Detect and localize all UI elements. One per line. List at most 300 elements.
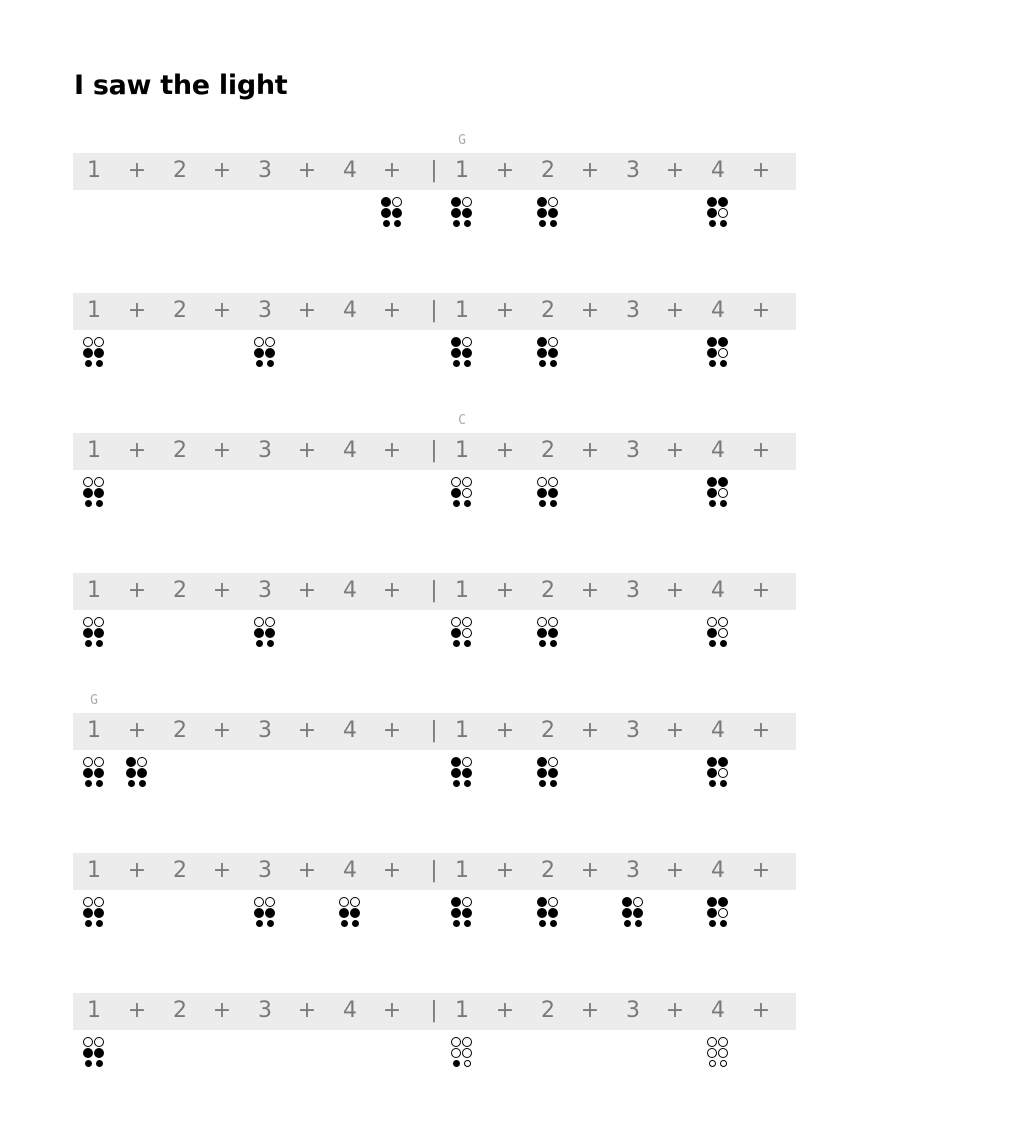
strum-dot	[537, 897, 547, 907]
strum-dot	[464, 500, 471, 507]
strum-dot	[537, 488, 547, 498]
beat-count: +	[751, 438, 771, 463]
beat-count: 2	[173, 718, 187, 743]
strum-dot	[707, 197, 717, 207]
beat-count: +	[751, 158, 771, 183]
strum-dot	[707, 897, 717, 907]
beat-count: 1	[455, 158, 469, 183]
chord-label: G	[90, 693, 98, 708]
beat-bar	[73, 573, 796, 610]
beat-count: +	[297, 298, 317, 323]
strum-dot	[720, 640, 727, 647]
strum-dot	[622, 908, 632, 918]
strum-pattern-icon	[451, 477, 473, 509]
strum-dot	[85, 1060, 92, 1067]
strum-dot	[137, 768, 147, 778]
strum-dot	[350, 897, 360, 907]
strum-dot	[453, 640, 460, 647]
strum-dot	[718, 477, 728, 487]
beat-count: 4	[711, 718, 725, 743]
strum-dot	[548, 617, 558, 627]
beat-count: +	[297, 158, 317, 183]
beat-count: +	[127, 858, 147, 883]
strum-pattern-icon	[83, 477, 105, 509]
strum-dot	[718, 488, 728, 498]
beat-count: 4	[343, 858, 357, 883]
strum-pattern-icon	[83, 617, 105, 649]
strum-dot	[85, 360, 92, 367]
beat-count: 4	[343, 438, 357, 463]
strum-dot	[126, 768, 136, 778]
strum-dot	[707, 1037, 717, 1047]
beat-count: 2	[541, 998, 555, 1023]
strum-dot	[83, 348, 93, 358]
beat-count: +	[580, 998, 600, 1023]
strum-dot	[96, 500, 103, 507]
strum-pattern-icon	[537, 617, 559, 649]
beat-count: +	[382, 998, 402, 1023]
strum-dot	[720, 360, 727, 367]
strum-dot	[462, 617, 472, 627]
beat-count: +	[127, 578, 147, 603]
strum-pattern-icon	[537, 897, 559, 929]
strum-dot	[718, 1048, 728, 1058]
strum-dot	[451, 628, 461, 638]
measure-separator: |	[430, 158, 438, 183]
strum-dot	[709, 500, 716, 507]
beat-count: 2	[541, 858, 555, 883]
strum-dot	[453, 220, 460, 227]
strum-dot	[718, 337, 728, 347]
strum-dot	[94, 908, 104, 918]
beat-count: +	[127, 718, 147, 743]
strum-dot	[83, 488, 93, 498]
strum-dot	[256, 920, 263, 927]
strum-pattern-icon	[83, 337, 105, 369]
strum-pattern-icon	[622, 897, 644, 929]
strum-dot	[451, 768, 461, 778]
strum-dot	[539, 780, 546, 787]
strum-row	[73, 553, 796, 673]
strum-dot	[83, 908, 93, 918]
strum-dot	[548, 768, 558, 778]
beat-count: +	[580, 298, 600, 323]
strum-dot	[707, 337, 717, 347]
beat-count: 3	[258, 858, 272, 883]
measure-separator: |	[430, 718, 438, 743]
strum-dot	[720, 1060, 727, 1067]
strum-dot	[548, 337, 558, 347]
strum-dot	[94, 617, 104, 627]
beat-count: +	[382, 158, 402, 183]
strum-dot	[453, 920, 460, 927]
strum-dot	[352, 920, 359, 927]
beat-count: 1	[455, 578, 469, 603]
strum-dot	[254, 908, 264, 918]
strum-dot	[550, 920, 557, 927]
strum-dot	[83, 1037, 93, 1047]
strum-dot	[139, 780, 146, 787]
strum-dot	[451, 617, 461, 627]
strum-dot	[254, 617, 264, 627]
strum-dot	[539, 500, 546, 507]
strum-dot	[709, 920, 716, 927]
beat-count: 3	[626, 578, 640, 603]
beat-count: 1	[455, 998, 469, 1023]
strum-dot	[451, 337, 461, 347]
beat-count: +	[297, 858, 317, 883]
strum-pattern-icon	[83, 757, 105, 789]
strum-dot	[537, 757, 547, 767]
strum-dot	[548, 628, 558, 638]
measure-separator: |	[430, 998, 438, 1023]
strum-dot	[96, 1060, 103, 1067]
strum-dot	[451, 908, 461, 918]
strum-pattern-icon	[339, 897, 361, 929]
strum-dot	[85, 920, 92, 927]
beat-count: 4	[343, 578, 357, 603]
strum-pattern-icon	[707, 477, 729, 509]
strum-dot	[707, 1048, 717, 1058]
strum-dot	[94, 348, 104, 358]
beat-count: +	[495, 438, 515, 463]
strum-pattern-icon	[707, 1037, 729, 1069]
beat-count: 2	[541, 578, 555, 603]
strum-dot	[709, 220, 716, 227]
strum-dot	[707, 908, 717, 918]
beat-count: +	[751, 858, 771, 883]
strum-dot	[539, 920, 546, 927]
strum-dot	[83, 768, 93, 778]
strum-pattern-icon	[126, 757, 148, 789]
strum-dot	[94, 757, 104, 767]
measure-separator: |	[430, 578, 438, 603]
beat-count: 1	[87, 998, 101, 1023]
strum-dot	[537, 197, 547, 207]
strum-dot	[718, 348, 728, 358]
strum-dot	[83, 337, 93, 347]
beat-count: 4	[711, 438, 725, 463]
strum-pattern-icon	[254, 617, 276, 649]
strum-dot	[94, 337, 104, 347]
strum-pattern-icon	[707, 197, 729, 229]
beat-count: +	[382, 858, 402, 883]
beat-count: +	[495, 578, 515, 603]
strum-dot	[83, 617, 93, 627]
strum-dot	[464, 780, 471, 787]
beat-count: +	[751, 578, 771, 603]
strum-dot	[720, 920, 727, 927]
strum-row	[73, 973, 796, 1093]
strum-dot	[94, 768, 104, 778]
beat-count: +	[382, 298, 402, 323]
beat-count: +	[212, 158, 232, 183]
beat-bar	[73, 853, 796, 890]
beat-count: +	[382, 718, 402, 743]
strum-dot	[254, 897, 264, 907]
beat-count: 2	[173, 998, 187, 1023]
strum-dot	[462, 897, 472, 907]
beat-bar	[73, 153, 796, 190]
beat-count: +	[665, 438, 685, 463]
strum-dot	[254, 628, 264, 638]
beat-count: +	[580, 438, 600, 463]
beat-count: 3	[626, 158, 640, 183]
strum-pattern-icon	[451, 757, 473, 789]
strum-dot	[537, 477, 547, 487]
strum-dot	[633, 897, 643, 907]
strum-pattern-icon	[537, 477, 559, 509]
strum-dot	[453, 1060, 460, 1067]
strum-pattern-icon	[451, 197, 473, 229]
beat-count: +	[127, 998, 147, 1023]
strum-dot	[451, 197, 461, 207]
beat-count: +	[495, 858, 515, 883]
beat-count: 4	[711, 298, 725, 323]
strum-dot	[94, 1037, 104, 1047]
beat-count: 1	[87, 438, 101, 463]
strum-dot	[548, 197, 558, 207]
beat-count: +	[127, 298, 147, 323]
strum-dot	[707, 757, 717, 767]
beat-count: 2	[173, 158, 187, 183]
measure-separator: |	[430, 438, 438, 463]
beat-count: 4	[711, 998, 725, 1023]
strum-dot	[464, 640, 471, 647]
beat-count: +	[751, 718, 771, 743]
strum-dot	[537, 617, 547, 627]
strum-pattern-icon	[707, 757, 729, 789]
strum-dot	[83, 1048, 93, 1058]
strum-dot	[392, 208, 402, 218]
strum-dot	[94, 477, 104, 487]
strum-dot	[709, 640, 716, 647]
strum-dot	[94, 1048, 104, 1058]
beat-count: +	[665, 578, 685, 603]
beat-count: 4	[343, 998, 357, 1023]
strum-dot	[537, 768, 547, 778]
beat-count: +	[495, 718, 515, 743]
beat-count: 2	[173, 578, 187, 603]
beat-count: 2	[541, 718, 555, 743]
strum-dot	[548, 208, 558, 218]
strum-dot	[622, 897, 632, 907]
strum-dot	[451, 488, 461, 498]
song-title: I saw the light	[74, 70, 288, 101]
strum-dot	[341, 920, 348, 927]
strum-dot	[254, 348, 264, 358]
strum-dot	[633, 908, 643, 918]
beat-count: 1	[87, 718, 101, 743]
strum-dot	[451, 348, 461, 358]
strum-dot	[451, 208, 461, 218]
strum-dot	[707, 768, 717, 778]
beat-count: +	[212, 718, 232, 743]
strum-dot	[550, 360, 557, 367]
strum-dot	[624, 920, 631, 927]
strum-dot	[550, 500, 557, 507]
strum-dot	[635, 920, 642, 927]
strum-pattern-icon	[451, 1037, 473, 1069]
beat-count: 3	[626, 298, 640, 323]
beat-bar	[73, 713, 796, 750]
strum-dot	[383, 220, 390, 227]
strum-dot	[464, 920, 471, 927]
strum-row	[73, 273, 796, 393]
beat-count: +	[580, 718, 600, 743]
strum-pattern-icon	[451, 897, 473, 929]
strum-dot	[94, 488, 104, 498]
chord-label: C	[458, 413, 466, 428]
strum-dot	[537, 908, 547, 918]
strum-dot	[462, 1037, 472, 1047]
strum-dot	[137, 757, 147, 767]
beat-count: +	[495, 298, 515, 323]
beat-bar	[73, 293, 796, 330]
strum-dot	[350, 908, 360, 918]
beat-count: 1	[455, 718, 469, 743]
strum-dot	[96, 920, 103, 927]
strum-pattern-icon	[707, 897, 729, 929]
beat-count: 1	[455, 298, 469, 323]
beat-count: 3	[258, 998, 272, 1023]
beat-count: 3	[626, 438, 640, 463]
beat-count: 2	[541, 438, 555, 463]
strum-dot	[718, 897, 728, 907]
beat-count: 3	[626, 858, 640, 883]
strum-dot	[707, 628, 717, 638]
beat-count: 4	[711, 158, 725, 183]
measure-separator: |	[430, 298, 438, 323]
beat-count: +	[665, 298, 685, 323]
beat-count: +	[382, 438, 402, 463]
strum-dot	[453, 500, 460, 507]
strum-dot	[462, 757, 472, 767]
beat-count: +	[495, 998, 515, 1023]
beat-count: 2	[173, 858, 187, 883]
strum-dot	[550, 780, 557, 787]
beat-count: +	[580, 578, 600, 603]
beat-count: +	[212, 998, 232, 1023]
strum-dot	[96, 640, 103, 647]
strum-dot	[707, 617, 717, 627]
strum-dot	[707, 477, 717, 487]
strum-dot	[265, 617, 275, 627]
beat-count: 3	[626, 998, 640, 1023]
strum-dot	[709, 1060, 716, 1067]
strum-dot	[392, 197, 402, 207]
strum-dot	[537, 348, 547, 358]
strum-dot	[550, 640, 557, 647]
strum-dot	[267, 360, 274, 367]
strum-dot	[128, 780, 135, 787]
measure-separator: |	[430, 858, 438, 883]
beat-count: 4	[711, 578, 725, 603]
strum-pattern-icon	[254, 337, 276, 369]
beat-count: 3	[258, 158, 272, 183]
strum-dot	[453, 360, 460, 367]
strum-dot	[339, 897, 349, 907]
strum-row	[73, 413, 796, 533]
beat-count: +	[495, 158, 515, 183]
strum-pattern-icon	[537, 197, 559, 229]
strum-dot	[265, 337, 275, 347]
beat-count: +	[297, 578, 317, 603]
beat-count: 1	[87, 578, 101, 603]
strum-dot	[96, 360, 103, 367]
strum-dot	[267, 640, 274, 647]
strum-dot	[720, 220, 727, 227]
strum-dot	[381, 208, 391, 218]
strum-dot	[464, 1060, 471, 1067]
beat-count: 4	[343, 158, 357, 183]
strum-dot	[462, 488, 472, 498]
strum-dot	[265, 348, 275, 358]
chord-label: G	[458, 133, 466, 148]
beat-count: 3	[258, 578, 272, 603]
strum-dot	[462, 628, 472, 638]
beat-count: +	[212, 578, 232, 603]
strum-dot	[718, 1037, 728, 1047]
strum-dot	[718, 197, 728, 207]
beat-count: +	[297, 998, 317, 1023]
strum-dot	[548, 348, 558, 358]
strum-dot	[85, 500, 92, 507]
strum-dot	[394, 220, 401, 227]
strum-pattern-icon	[537, 337, 559, 369]
strum-dot	[707, 488, 717, 498]
beat-count: +	[127, 158, 147, 183]
strum-dot	[126, 757, 136, 767]
strum-dot	[550, 220, 557, 227]
strum-dot	[548, 757, 558, 767]
strum-dot	[707, 208, 717, 218]
strum-pattern-icon	[83, 1037, 105, 1069]
beat-count: +	[665, 718, 685, 743]
strum-dot	[539, 360, 546, 367]
beat-count: 1	[455, 858, 469, 883]
strum-dot	[254, 337, 264, 347]
strum-dot	[265, 897, 275, 907]
beat-count: +	[382, 578, 402, 603]
strum-dot	[451, 1048, 461, 1058]
strum-dot	[718, 768, 728, 778]
strum-dot	[85, 780, 92, 787]
strum-dot	[548, 908, 558, 918]
beat-count: 2	[173, 438, 187, 463]
beat-count: 4	[343, 718, 357, 743]
beat-count: +	[751, 298, 771, 323]
strum-dot	[339, 908, 349, 918]
strum-dot	[265, 908, 275, 918]
strum-row	[73, 133, 796, 253]
beat-count: +	[580, 158, 600, 183]
strum-pattern-icon	[707, 617, 729, 649]
strum-row	[73, 693, 796, 813]
strum-pattern-icon	[451, 337, 473, 369]
beat-count: 3	[626, 718, 640, 743]
strum-dot	[96, 780, 103, 787]
strum-dot	[718, 617, 728, 627]
strum-dot	[462, 908, 472, 918]
beat-count: 3	[258, 438, 272, 463]
strum-dot	[453, 780, 460, 787]
beat-count: 1	[87, 858, 101, 883]
beat-count: 1	[87, 158, 101, 183]
beat-count: +	[127, 438, 147, 463]
beat-count: +	[665, 858, 685, 883]
strum-pattern-icon	[537, 757, 559, 789]
